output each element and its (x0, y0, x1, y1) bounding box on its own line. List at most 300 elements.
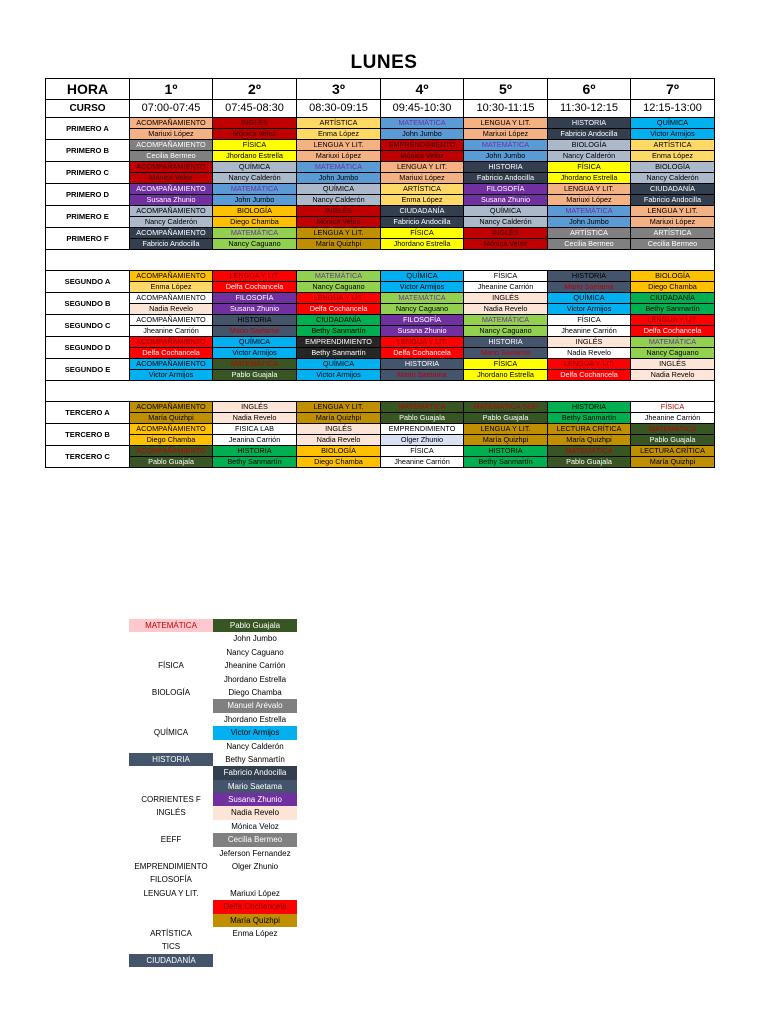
teacher-cell: Jhordano Estrella (464, 370, 548, 381)
subject-cell: QUÍMICA (297, 359, 381, 370)
teacher-cell: María Quizhpi (548, 435, 631, 446)
teacher-cell: Nancy Caguano (297, 282, 381, 293)
subject-cell: BIOLOGÍA (631, 271, 715, 282)
subject-cell: ACOMPAÑAMIENTO (130, 337, 213, 348)
teacher-cell: Fabricio Andocilla (130, 239, 213, 250)
teacher-cell: Jheanine Carrión (464, 282, 548, 293)
course-teacher-row (46, 304, 715, 315)
subject-cell: HISTORIA (548, 402, 631, 413)
subject-cell: FISICA LAB (213, 424, 297, 435)
teacher-cell: Bethy Sanmartín (297, 326, 381, 337)
teacher-cell: Jhordano Estrella (381, 239, 464, 250)
teacher-cell: Pablo Guajala (130, 457, 213, 468)
legend-row (129, 632, 297, 645)
period-header-row (46, 79, 715, 100)
teacher-cell: Nadia Revelo (631, 370, 715, 381)
separator-cell (46, 250, 715, 271)
course-teacher-row (46, 326, 715, 337)
teacher-cell: Pablo Guajala (213, 370, 297, 381)
curso-header: CURSO (46, 100, 130, 118)
subject-cell: ARTÍSTICA (297, 118, 381, 129)
teacher-cell: Mariuxi López (464, 129, 548, 140)
legend-subject: MATEMÁTICA (129, 619, 213, 632)
legend-subject: FILOSOFÍA (150, 875, 192, 885)
legend-subject: QUÍMICA (153, 728, 189, 738)
course-subject-row (46, 271, 715, 282)
legend-row (129, 713, 297, 726)
legend-teacher (213, 873, 297, 886)
teacher-cell: Nancy Calderón (213, 173, 297, 184)
course-teacher-row (46, 173, 715, 184)
subject-cell: QUÍMICA (464, 206, 548, 217)
course-name: TERCERO A (46, 402, 130, 424)
subject-cell: MATEMÁTICA (213, 359, 297, 370)
subject-cell: FÍSICA (631, 402, 715, 413)
teacher-cell: María Quizhpi (297, 239, 381, 250)
legend-teacher: Bethy Sanmartín (225, 754, 285, 764)
course-name: PRIMERO F (46, 228, 130, 250)
teacher-cell: Fabricio Andocilla (381, 217, 464, 228)
legend-teacher: Cecilia Bermeo (213, 833, 297, 846)
subject-cell: MATEMÁTICA (381, 293, 464, 304)
course-subject-row (46, 293, 715, 304)
course-name: PRIMERO E (46, 206, 130, 228)
subject-cell: HISTORIA (464, 446, 548, 457)
legend-subject: CORRIENTES F (141, 795, 201, 805)
legend-teacher (213, 940, 297, 953)
subject-cell: FILOSOFÍA (213, 293, 297, 304)
period-header: 7º (631, 79, 715, 100)
course-teacher-row (46, 413, 715, 424)
legend-teacher: Fabricio Andocilla (213, 766, 297, 779)
course-subject-row (46, 228, 715, 239)
subject-cell: ACOMPAÑAMIENTO (130, 118, 213, 129)
subject-cell: QUÍMICA (213, 337, 297, 348)
teacher-cell: Nancy Caguano (381, 304, 464, 315)
subject-cell: ACOMPAÑAMIENTO (130, 315, 213, 326)
legend-subject: BIOLOGÍA (151, 687, 191, 697)
time-header: 10:30-11:15 (464, 100, 548, 118)
teacher-cell: Pablo Guajala (548, 457, 631, 468)
legend-subject: ARTÍSTICA (150, 928, 192, 938)
subject-cell: MATEMÁTICA (464, 315, 548, 326)
legend-subject (129, 740, 213, 753)
teacher-cell: Mónica Veloz (297, 217, 381, 228)
teacher-cell: Olger Zhunio (381, 435, 464, 446)
course-subject-row (46, 315, 715, 326)
subject-cell: MATEMÁTICA (381, 402, 464, 413)
legend-subject (129, 900, 213, 913)
teacher-cell: Nancy Calderón (297, 195, 381, 206)
teacher-cell: John Jumbo (213, 195, 297, 206)
legend-row (129, 619, 297, 632)
hora-header: HORA (46, 79, 130, 100)
time-header: 12:15-13:00 (631, 100, 715, 118)
teacher-cell: Diego Chamba (213, 217, 297, 228)
teacher-cell: María Quizhpi (130, 413, 213, 424)
teacher-cell: Jhordano Estrella (548, 173, 631, 184)
legend-row (129, 686, 297, 699)
subject-cell: ARTÍSTICA (381, 184, 464, 195)
legend-row (129, 780, 297, 793)
teacher-cell: Bethy Sanmartín (297, 348, 381, 359)
legend-teacher: Nancy Calderón (226, 741, 284, 751)
teacher-cell: Jeanina Carrión (213, 435, 297, 446)
legend-row (129, 873, 297, 886)
teacher-cell: Bethy Sanmartín (464, 457, 548, 468)
legend-row (129, 659, 297, 672)
subject-cell: LENGUA Y LIT. (381, 337, 464, 348)
subject-cell: LENGUA Y LIT. (297, 402, 381, 413)
course-subject-row (46, 184, 715, 195)
course-name: TERCERO C (46, 446, 130, 468)
subject-cell: CIUDADANÍA (631, 293, 715, 304)
subject-cell: INGLÉS (213, 118, 297, 129)
legend-row (129, 726, 297, 739)
teacher-cell: Bethy Sanmartín (548, 413, 631, 424)
teacher-cell: María Quizhpi (297, 413, 381, 424)
subject-cell: LENGUA Y LIT. (631, 315, 715, 326)
subject-cell: CIUDADANÍA (381, 206, 464, 217)
legend-row (129, 753, 297, 766)
subject-cell: FÍSICA (548, 315, 631, 326)
course-name: SEGUNDO B (46, 293, 130, 315)
period-header: 3º (297, 79, 381, 100)
subject-cell: HISTORIA (213, 315, 297, 326)
subject-cell: FÍSICA (464, 271, 548, 282)
legend-row (129, 699, 297, 712)
subject-cell: MATEMÁTICA (213, 228, 297, 239)
teacher-cell: Pablo Guajala (631, 435, 715, 446)
legend-teacher: Nadia Revelo (213, 806, 297, 819)
teacher-cell: Susana Zhunio (130, 195, 213, 206)
subject-cell: ACOMPAÑAMIENTO (130, 446, 213, 457)
subject-cell: ARTÍSTICA (631, 140, 715, 151)
teacher-cell: Nancy Caguano (631, 348, 715, 359)
legend-subject (129, 632, 213, 645)
course-teacher-row (46, 195, 715, 206)
subject-cell: LENGUA Y LIT. (548, 359, 631, 370)
teacher-cell: Diego Chamba (130, 435, 213, 446)
legend-teacher: Jhordano Estrella (223, 714, 287, 724)
teacher-cell: John Jumbo (381, 129, 464, 140)
time-header: 08:30-09:15 (297, 100, 381, 118)
subject-cell: BIOLOGÍA (213, 206, 297, 217)
legend-teacher: Mario Saetama (213, 780, 297, 793)
legend-teacher: Mariuxi López (230, 888, 280, 898)
legend-subject (129, 713, 213, 726)
subject-cell: QUÍMICA (213, 162, 297, 173)
teacher-cell: Nancy Caguano (213, 239, 297, 250)
teacher-cell: Jheanine Carrión (381, 457, 464, 468)
subject-cell: INGLÉS (297, 206, 381, 217)
teacher-cell: Susana Zhunio (381, 326, 464, 337)
subject-cell: MATEMÁTICA (548, 206, 631, 217)
subject-cell: MATEMÁTICA (213, 184, 297, 195)
legend-teacher: María Quizhpi (213, 914, 297, 927)
teacher-cell: María Quizhpi (464, 435, 548, 446)
subject-cell: MATEMÁTICA SUP (464, 402, 548, 413)
teacher-cell: Jheanine Carrión (130, 326, 213, 337)
teacher-cell: Delfa Cochancela (381, 348, 464, 359)
teacher-cell: Fabricio Andocilla (548, 129, 631, 140)
period-header: 2º (213, 79, 297, 100)
legend-subject (129, 780, 213, 793)
subject-cell: FÍSICA (213, 140, 297, 151)
subject-cell: ARTÍSTICA (548, 228, 631, 239)
course-subject-row (46, 359, 715, 370)
teacher-cell: John Jumbo (464, 151, 548, 162)
subject-cell: QUÍMICA (631, 118, 715, 129)
course-teacher-row (46, 129, 715, 140)
legend-teacher: Delfa Cochancela (213, 900, 297, 913)
teacher-cell: Enma López (130, 282, 213, 293)
subject-cell: QUÍMICA (548, 293, 631, 304)
subject-cell: HISTORIA (464, 337, 548, 348)
course-subject-row (46, 206, 715, 217)
subject-cell: MATEMÁTICA (297, 162, 381, 173)
legend-row (129, 820, 297, 833)
legend-row (129, 940, 297, 953)
legend-teacher: Nancy Caguano (226, 647, 284, 657)
subject-cell: ARTÍSTICA (631, 228, 715, 239)
teacher-cell: Enma López (297, 129, 381, 140)
teacher-cell: Mariuxi López (631, 217, 715, 228)
course-name: SEGUNDO E (46, 359, 130, 381)
legend-teacher: John Jumbo (233, 634, 277, 644)
teacher-cell: Delfa Cochancela (631, 326, 715, 337)
subject-cell: MATEMÁTICA (631, 337, 715, 348)
subject-cell: HISTORIA (548, 271, 631, 282)
subject-cell: BIOLOGÍA (631, 162, 715, 173)
subject-cell: HISTORIA (381, 359, 464, 370)
legend-row (129, 793, 297, 806)
subject-cell: INGLÉS (213, 402, 297, 413)
legend-subject (129, 820, 213, 833)
legend-row (129, 914, 297, 927)
course-teacher-row (46, 239, 715, 250)
legend-row (129, 646, 297, 659)
teacher-cell: Mónica Veloz (381, 151, 464, 162)
schedule-table (45, 78, 715, 468)
legend-row (129, 847, 297, 860)
teacher-cell: Cecilia Bermeo (631, 239, 715, 250)
teacher-cell: Nancy Calderón (548, 151, 631, 162)
subject-cell: CIUDADANÍA (631, 184, 715, 195)
period-header: 6º (548, 79, 631, 100)
subject-cell: HISTORIA (213, 446, 297, 457)
teacher-cell: Mariuxi López (381, 173, 464, 184)
legend-subject: HISTORIA (129, 753, 213, 766)
subject-cell: BIOLOGÍA (548, 140, 631, 151)
subject-cell: HISTORIA (548, 118, 631, 129)
subject-cell: INGLÉS (631, 359, 715, 370)
separator-cell (46, 381, 715, 402)
course-teacher-row (46, 435, 715, 446)
teacher-cell: Nadia Revelo (297, 435, 381, 446)
legend-teacher: Enma López (232, 928, 278, 938)
subject-cell: ACOMPAÑAMIENTO (130, 184, 213, 195)
teacher-cell: Fabricio Andocilla (631, 195, 715, 206)
teacher-cell: Bethy Sanmartín (213, 457, 297, 468)
course-name: PRIMERO D (46, 184, 130, 206)
subject-cell: FÍSICA (381, 446, 464, 457)
legend-teacher: Susana Zhunio (213, 793, 297, 806)
legend-row (129, 900, 297, 913)
subject-cell: QUÍMICA (381, 271, 464, 282)
teacher-cell: Victor Armijos (381, 282, 464, 293)
page-title: LUNES (350, 52, 418, 73)
teacher-cell: Nadia Revelo (130, 304, 213, 315)
course-subject-row (46, 162, 715, 173)
legend-teacher: Jhordano Estrella (223, 674, 287, 684)
course-subject-row (46, 446, 715, 457)
legend-teacher: Diego Chamba (228, 687, 282, 697)
teacher-cell: Delfa Cochancela (130, 348, 213, 359)
teacher-cell: Diego Chamba (631, 282, 715, 293)
course-name: TERCERO B (46, 424, 130, 446)
legend-subject: EMPRENDIMIENTO (134, 862, 208, 872)
subject-cell: CIUDADANÍA (297, 315, 381, 326)
course-name: SEGUNDO C (46, 315, 130, 337)
teacher-cell: Mónica Veloz (464, 239, 548, 250)
teacher-cell: Diego Chamba (297, 457, 381, 468)
teacher-cell: Mónica Veloz (130, 173, 213, 184)
teacher-cell: Nancy Calderón (130, 217, 213, 228)
legend-subject (129, 699, 213, 712)
legend-teacher: Manuel Arévalo (213, 699, 297, 712)
group-separator (46, 250, 715, 271)
teacher-cell: Cecilia Bermeo (548, 239, 631, 250)
course-subject-row (46, 337, 715, 348)
teacher-cell: Cecilia Bermeo (130, 151, 213, 162)
teacher-cell: Pablo Guajala (464, 413, 548, 424)
teacher-cell: Fabricio Andocilla (464, 173, 548, 184)
teacher-cell: Nadia Revelo (464, 304, 548, 315)
course-subject-row (46, 140, 715, 151)
legend-row (129, 766, 297, 779)
subject-cell: LENGUA Y LIT. (297, 140, 381, 151)
subject-cell: LENGUA Y LIT. (297, 293, 381, 304)
subject-cell: ACOMPAÑAMIENTO (130, 228, 213, 239)
subject-cell: LENGUA Y LIT. (381, 162, 464, 173)
period-header: 5º (464, 79, 548, 100)
teacher-cell: Enma López (631, 151, 715, 162)
legend-subject: TICS (161, 942, 181, 952)
subject-cell: LECTURA CRÍTICA (548, 424, 631, 435)
course-teacher-row (46, 151, 715, 162)
subject-cell: ACOMPAÑAMIENTO (130, 206, 213, 217)
teacher-cell: Mariuxi López (297, 151, 381, 162)
teacher-cell: Delfa Cochancela (548, 370, 631, 381)
subject-cell: EMPRENDIMIENTO (297, 337, 381, 348)
legend-teacher (213, 954, 297, 967)
teacher-cell: Susana Zhunio (464, 195, 548, 206)
course-subject-row (46, 118, 715, 129)
course-teacher-row (46, 370, 715, 381)
teacher-cell: John Jumbo (297, 173, 381, 184)
legend-row (129, 806, 297, 819)
legend-subject (129, 673, 213, 686)
course-teacher-row (46, 282, 715, 293)
course-name: SEGUNDO D (46, 337, 130, 359)
teacher-cell: Mario Saetama (464, 348, 548, 359)
legend-row (129, 740, 297, 753)
subject-cell: ACOMPAÑAMIENTO (130, 424, 213, 435)
subject-cell: LENGUA Y LIT. (213, 271, 297, 282)
teacher-cell: Mariuxi López (130, 129, 213, 140)
teacher-cell: Nadia Revelo (213, 413, 297, 424)
subject-cell: MATEMÁTICA (381, 118, 464, 129)
legend-teacher: Jheanine Carrión (224, 661, 286, 671)
legend-subject: EEFF (160, 835, 182, 845)
subject-cell: INGLÉS (464, 293, 548, 304)
teacher-cell: María Quizhpi (631, 457, 715, 468)
subject-cell: INGLÉS (297, 424, 381, 435)
period-header: 4º (381, 79, 464, 100)
teacher-cell: Delfa Cochancela (213, 282, 297, 293)
teacher-cell: Enma López (381, 195, 464, 206)
subject-cell: LENGUA Y LIT. (464, 424, 548, 435)
teacher-cell: Victor Armijos (548, 304, 631, 315)
subject-cell: MATEMÁTICA (548, 446, 631, 457)
course-subject-row (46, 424, 715, 435)
subject-cell: ACOMPAÑAMIENTO (130, 359, 213, 370)
teacher-cell: Victor Armijos (631, 129, 715, 140)
teacher-cell: Susana Zhunio (213, 304, 297, 315)
course-teacher-row (46, 348, 715, 359)
legend-subject (129, 646, 213, 659)
teacher-cell: Nancy Calderón (631, 173, 715, 184)
legend-subject: INGLÉS (156, 808, 186, 818)
subject-cell: INGLÉS (548, 337, 631, 348)
teacher-cell: Jheanine Carrión (631, 413, 715, 424)
teacher-cell: Victor Armijos (297, 370, 381, 381)
legend-teacher: Victor Armijos (213, 726, 297, 739)
teacher-cell: Victor Armijos (213, 348, 297, 359)
teacher-cell: Mario Saetama (548, 282, 631, 293)
legend-subject (129, 914, 213, 927)
subject-cell: ACOMPAÑAMIENTO (130, 162, 213, 173)
subject-cell: LENGUA Y LIT. (464, 118, 548, 129)
teacher-cell: Nancy Calderón (464, 217, 548, 228)
time-header: 09:45-10:30 (381, 100, 464, 118)
subject-cell: LENGUA Y LIT. (631, 206, 715, 217)
subject-cell: HISTORIA (464, 162, 548, 173)
group-separator (46, 381, 715, 402)
subject-cell: EMPRENDIMIENTO (381, 140, 464, 151)
subject-cell: LENGUA Y LIT. (297, 228, 381, 239)
subject-cell: FILOSOFÍA (464, 184, 548, 195)
time-header: 07:00-07:45 (130, 100, 213, 118)
course-name: PRIMERO A (46, 118, 130, 140)
legend-teacher: Jeferson Fernandez (219, 848, 291, 858)
legend-subject: LENGUA Y LIT. (143, 888, 199, 898)
teacher-cell: John Jumbo (548, 217, 631, 228)
legend-subject (129, 766, 213, 779)
time-header: 07:45-08:30 (213, 100, 297, 118)
legend-row (129, 833, 297, 846)
subject-cell: ACOMPAÑAMIENTO (130, 402, 213, 413)
subject-cell: QUÍMICA (297, 184, 381, 195)
legend-subject: CIUDADANÍA (129, 954, 213, 967)
period-header: 1º (130, 79, 213, 100)
subject-cell: LENGUA Y LIT. (548, 184, 631, 195)
course-teacher-row (46, 217, 715, 228)
subject-cell: FÍSICA (464, 359, 548, 370)
teacher-cell: Jheanine Carrión (548, 326, 631, 337)
subject-cell: INGLÉS (464, 228, 548, 239)
